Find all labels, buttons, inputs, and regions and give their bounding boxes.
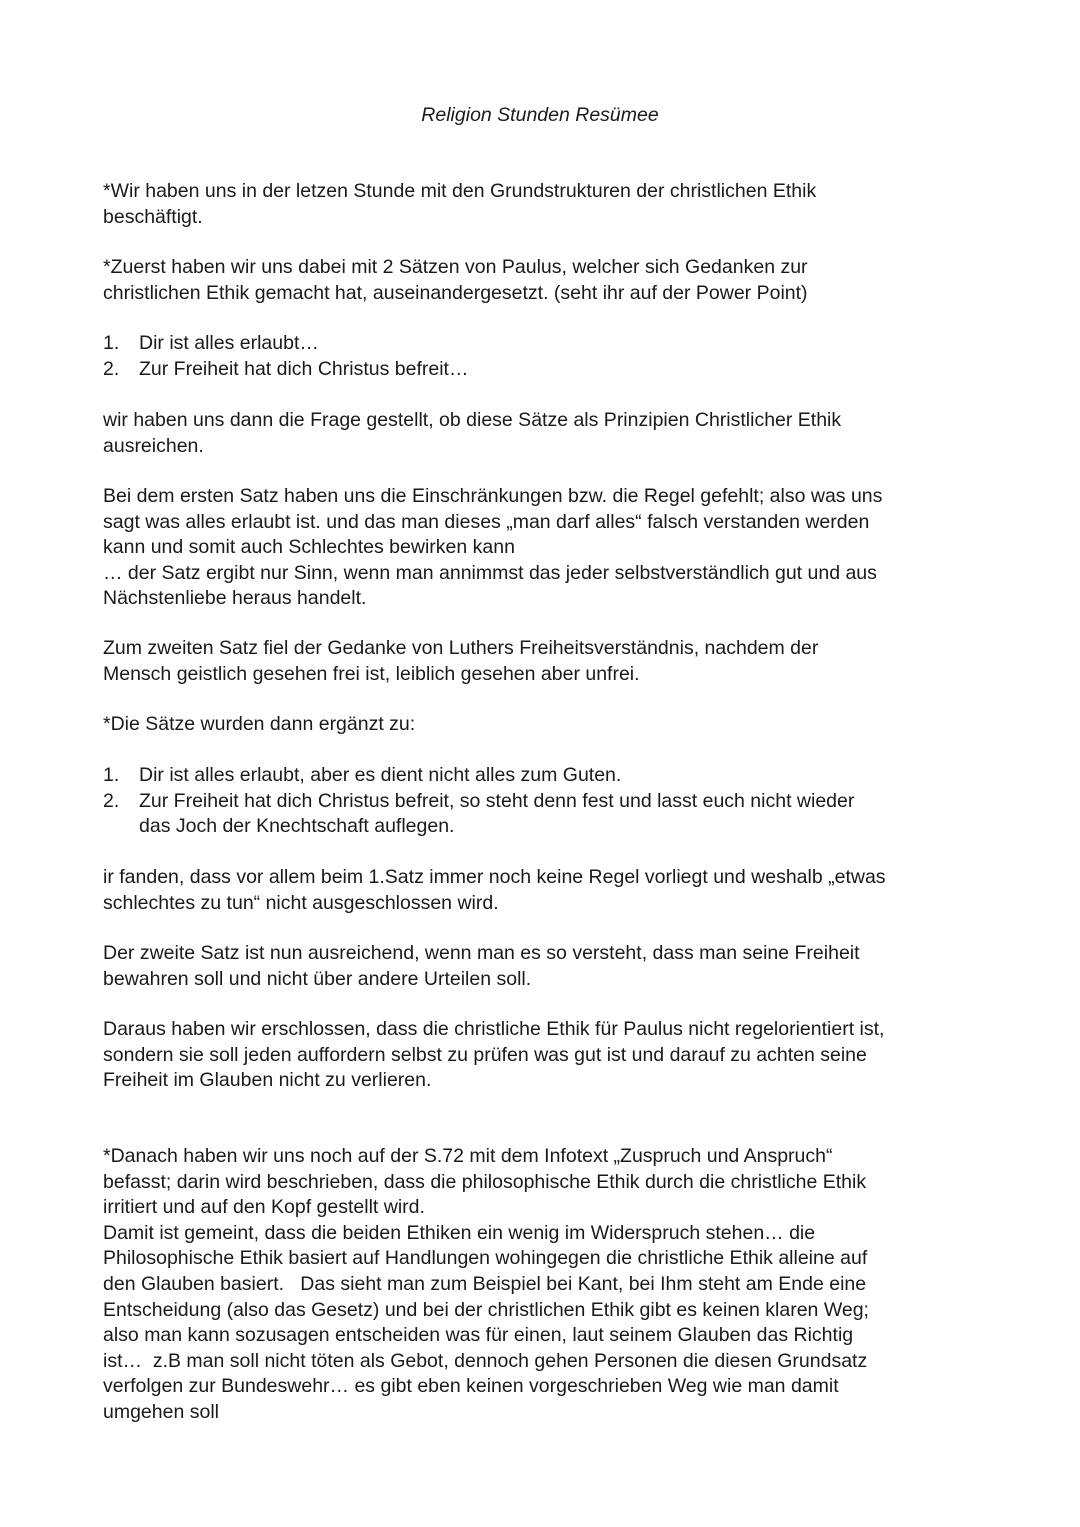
- text-line: den Glauben basiert. Das sieht man zum Beispiel bei Kant, bei Ihm steht am Ende eine: [103, 1272, 867, 1295]
- text-line: sondern sie soll jeden auffordern selbst zu prüfen was gut ist und darauf zu achten seine: [103, 1043, 867, 1066]
- list-item-text: Zur Freiheit hat dich Christus befreit…: [139, 357, 469, 380]
- list-number: 1.: [103, 764, 120, 786]
- text-line: beschäftigt.: [103, 205, 203, 228]
- paragraph-7: [103, 865, 983, 916]
- document-title: Religion Stunden Resümee: [421, 104, 659, 126]
- list-item-text: Dir ist alles erlaubt, aber es dient nicht alles zum Guten.: [139, 764, 622, 786]
- text-line: Entscheidung (also das Gesetz) und bei der christlichen Ethik gibt es keinen klaren Weg;: [103, 1298, 869, 1321]
- text-line: *Die Sätze wurden dann ergänzt zu:: [103, 713, 416, 735]
- text-line: also man kann sozusagen entscheiden was für einen, laut seinem Glauben das Richtig: [103, 1324, 854, 1347]
- text-line: Nächstenliebe heraus handelt.: [103, 587, 367, 610]
- text-line: bewahren soll und nicht über andere Urteilen soll.: [103, 967, 532, 990]
- paragraph-4: [103, 484, 983, 612]
- list-number: 1.: [103, 332, 120, 354]
- text-line: irritiert und auf den Kopf gestellt wird.: [103, 1196, 425, 1219]
- text-line: Bei dem ersten Satz haben uns die Einschränkungen bzw. die Regel gefehlt; also was uns: [103, 485, 883, 507]
- text-line: ist… z.B man soll nicht töten als Gebot, dennoch gehen Personen die diesen Grundsatz: [103, 1349, 868, 1372]
- text-line: Philosophische Ethik basiert auf Handlungen wohingegen die christliche Ethik alleine auf: [103, 1247, 868, 1270]
- list-item: [103, 763, 983, 789]
- text-line: Damit ist gemeint, dass die beiden Ethiken ein wenig im Widerspruch stehen… die: [103, 1221, 816, 1244]
- list-item: [103, 331, 983, 357]
- list-item: [103, 789, 983, 840]
- text-line: ir fanden, dass vor allem beim 1.Satz immer noch keine Regel vorliegt und weshalb „etwas: [103, 866, 886, 888]
- paragraph-10: [103, 1144, 983, 1426]
- text-line: schlechtes zu tun“ nicht ausgeschlossen wird.: [103, 891, 499, 914]
- list-item-text: das Joch der Knechtschaft auflegen.: [139, 815, 455, 838]
- original-sentences-list: [103, 331, 983, 382]
- text-line: befasst; darin wird beschrieben, dass die philosophische Ethik durch die christliche Ethik: [103, 1170, 867, 1193]
- text-line: *Danach haben wir uns noch auf der S.72 mit dem Infotext „Zuspruch und Anspruch“: [103, 1145, 833, 1167]
- text-line: christlichen Ethik gemacht hat, auseinandergesetzt. (seht ihr auf der Power Point): [103, 281, 808, 304]
- text-line: Zum zweiten Satz fiel der Gedanke von Luthers Freiheitsverständnis, nachdem der: [103, 637, 819, 659]
- text-line: *Zuerst haben wir uns dabei mit 2 Sätzen von Paulus, welcher sich Gedanken zur: [103, 256, 808, 278]
- text-line: Daraus haben wir erschlossen, dass die christliche Ethik für Paulus nicht regelorientiert ist,: [103, 1018, 885, 1040]
- paragraph-3: [103, 408, 983, 459]
- paragraph-9: [103, 1017, 983, 1094]
- text-line: umgehen soll: [103, 1400, 219, 1423]
- list-number: 2.: [103, 357, 120, 380]
- paragraph-5: [103, 636, 983, 687]
- paragraph-8: [103, 941, 983, 992]
- text-line: ausreichen.: [103, 434, 204, 457]
- text-line: … der Satz ergibt nur Sinn, wenn man annimmst das jeder selbstverständlich gut und aus: [103, 561, 877, 584]
- text-line: Der zweite Satz ist nun ausreichend, wenn man es so versteht, dass man seine Freiheit: [103, 942, 860, 964]
- text-line: verfolgen zur Bundeswehr… es gibt eben keinen vorgeschrieben Weg wie man damit: [103, 1375, 839, 1398]
- paragraph-1: [103, 179, 983, 230]
- list-item: [103, 357, 983, 383]
- text-line: Mensch geistlich gesehen frei ist, leiblich gesehen aber unfrei.: [103, 662, 640, 685]
- list-number: 2.: [103, 789, 120, 812]
- list-item-text: Zur Freiheit hat dich Christus befreit, so steht denn fest und lasst euch nicht wieder: [139, 789, 855, 812]
- list-item-text: Dir ist alles erlaubt…: [139, 332, 319, 354]
- text-line: *Wir haben uns in der letzen Stunde mit den Grundstrukturen der christlichen Ethik: [103, 180, 817, 202]
- text-line: sagt was alles erlaubt ist. und das man dieses „man darf alles“ falsch verstanden werden: [103, 510, 870, 533]
- text-line: Freiheit im Glauben nicht zu verlieren.: [103, 1069, 432, 1092]
- text-line: kann und somit auch Schlechtes bewirken kann: [103, 536, 515, 559]
- extended-sentences-list: [103, 763, 983, 840]
- text-line: wir haben uns dann die Frage gestellt, ob diese Sätze als Prinzipien Christlicher Ethik: [103, 409, 842, 431]
- paragraph-6: [103, 712, 983, 738]
- paragraph-2: [103, 255, 983, 306]
